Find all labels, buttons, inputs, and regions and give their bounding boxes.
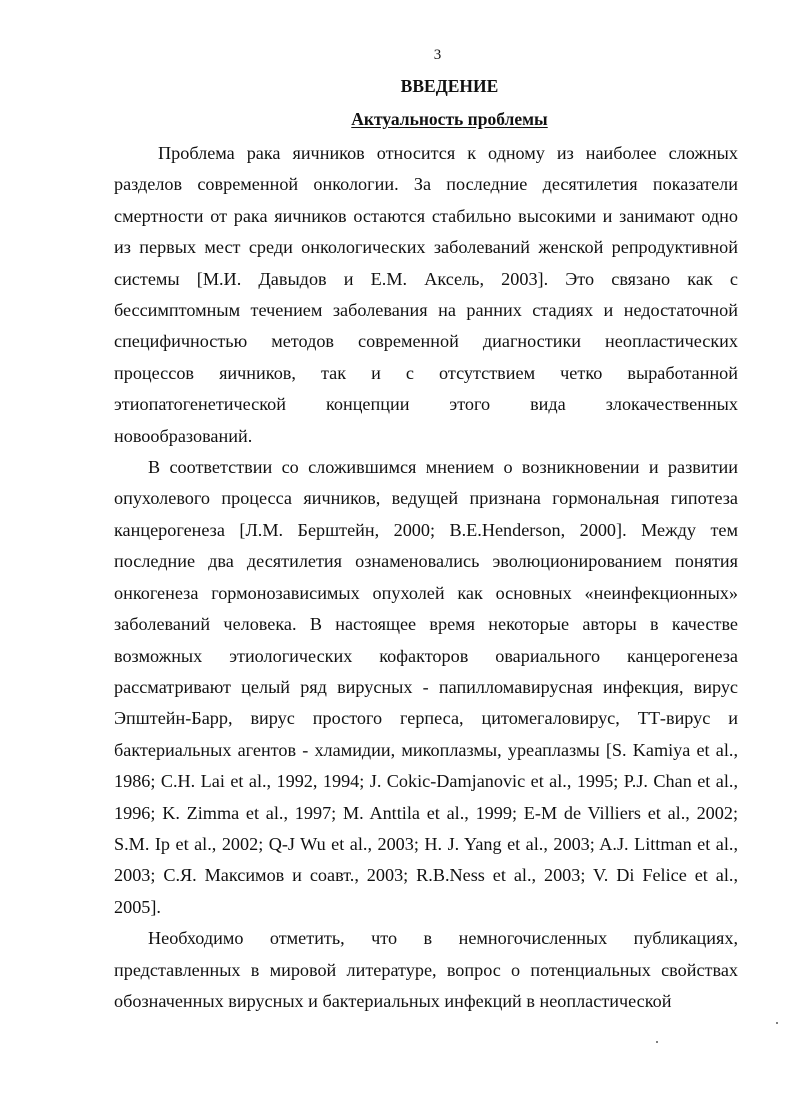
section-title: ВВЕДЕНИЕ [400,76,499,96]
paragraph-3: Необходимо отметить, что в немногочисленных публикациях, представленных в мировой литературе, вопрос о потенциальных свойствах обозначенных вирусных и бактериальных инфекций в неопластической [114,928,738,1011]
page-number: 3 [433,47,442,63]
subtitle-text: Актуальность проблемы [351,109,548,129]
body-text [114,138,738,1017]
paragraph-2: В соответствии со сложившимся мнением о возникновении и развитии опухолевого процесса яичников, ведущей признана гормональная гипотеза канцерогенеза [Л.М. Берштейн, 2000; B.E.Henderson, 2000]. Между тем последние два десятилетия ознаменовались эволюционированием понятия онкогенеза гормонозависимых опухолей как основных «неинфекционных» заболеваний человека. В настоящее время некоторые авторы в качестве возможных этиологических кофакторов овариального канцерогенеза рассматривают целый ряд вирусных - папилломавирусная инфекция, вирус Эпштейн-Барр, вирус простого герпеса, цитомегаловирус, ТТ-вирус и бактериальных агентов - хламидии, микоплазмы, уреаплазмы [S. Kamiya et al., 1986; C.H. Lai et al., 1992, 1994; J. Cokic-Damjanovic et al., 1995; P.J. Chan et al., 1996; K. Zimma et al., 1997; M. Anttila et al., 1999; E-M de Villiers et al., 2002; S.M. Ip et al., 2002; Q-J Wu et al., 2003; H. J. Yang et al., 2003; A.J. Littman et al., 2003; С.Я. Максимов и соавт., 2003; R.B.Ness et al., 2003; V. Di Felice et al., 2005]. [114,457,738,917]
scan-speck [656,1041,658,1043]
section-subtitle [52,109,795,130]
paragraph-1: Проблема рака яичников относится к одному из наиболее сложных разделов современной онкологии. За последние десятилетия показатели смертности от рака яичников остаются стабильно высокими и занимают одно из первых мест среди онкологических заболеваний женской репродуктивной системы [М.И. Давыдов и Е.М. Аксель, 2003]. Это связано как с бессимптомным течением заболевания на ранних стадиях и недостаточной специфичностью методов современной диагностики неопластических процессов яичников, так и с отсутствием четко выработанной этиопатогенетической концепции этого вида злокачественных новообразований. [114,143,738,446]
scan-speck [776,1022,778,1024]
